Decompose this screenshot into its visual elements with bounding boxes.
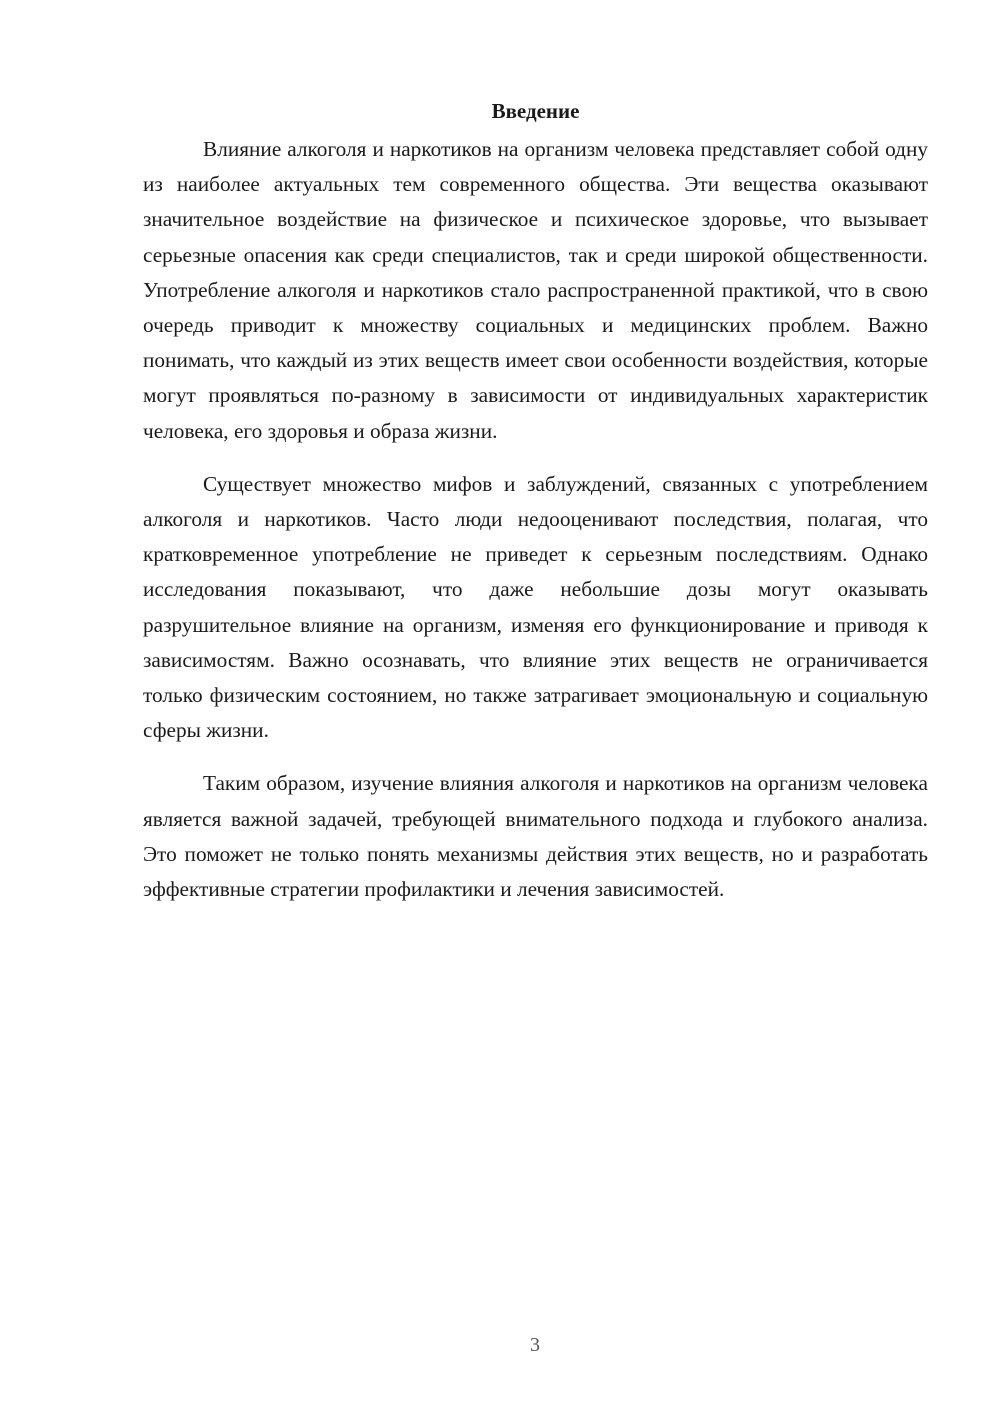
- paragraph-1: Влияние алкоголя и наркотиков на организм человека представляет собой одну из наиболее актуальных тем современного общества. Эти вещества оказывают значительное воздействие на физическое и психическое здоровье, что вызывает серьезные опасения как среди специалистов, так и среди широкой общественности. Употребление алкоголя и наркотиков стало распространенной практикой, что в свою очередь приводит к множеству социальных и медицинских проблем. Важно понимать, что каждый из этих веществ имеет свои особенности воздействия, которые могут проявляться по-разному в зависимости от индивидуальных характеристик человека, его здоровья и образа жизни.: [143, 137, 928, 443]
- page-number: 3: [530, 1334, 540, 1356]
- paragraph-2: Существует множество мифов и заблуждений, связанных с употреблением алкоголя и наркотиков. Часто люди недооценивают последствия, полагая, что кратковременное употребление не приведет к серьезным последствиям. Однако исследования показывают, что даже небольшие дозы могут оказывать разрушительное влияние на организм, изменяя его функционирование и приводя к зависимостям. Важно осознавать, что влияние этих веществ не ограничивается только физическим состоянием, но также затрагивает эмоциональную и социальную сферы жизни.: [143, 471, 928, 743]
- document-body: [143, 96, 928, 925]
- paragraph-3: Таким образом, изучение влияния алкоголя и наркотиков на организм человека является важной задачей, требующей внимательного подхода и глубокого анализа. Это поможет не только понять механизмы действия этих веществ, но и разработать эффективные стратегии профилактики и лечения зависимостей.: [143, 771, 928, 902]
- section-title: Введение: [491, 99, 580, 123]
